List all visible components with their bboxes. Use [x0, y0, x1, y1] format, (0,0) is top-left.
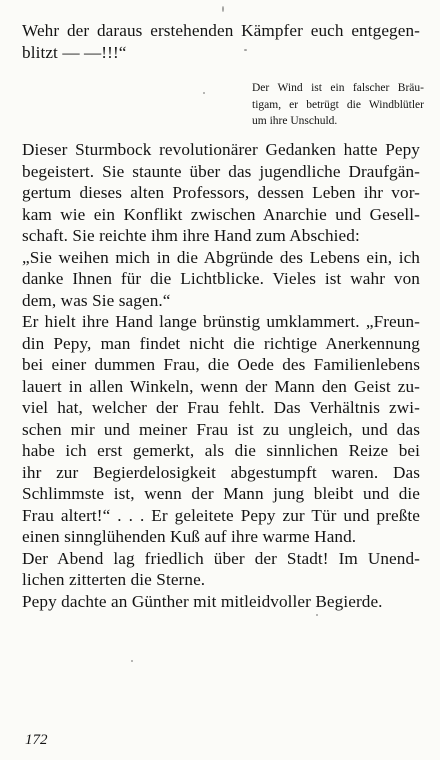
page-number: 172: [25, 732, 48, 748]
text-line: danke Ihnen für die Lichtblicke. Vieles ist wahr von: [22, 269, 420, 288]
print-speck: [244, 49, 247, 51]
text-line: einen sinnglühenden Kuß auf ihre warme Hand.: [22, 527, 357, 546]
text-line: lauert in allen Winkeln, wenn der Mann den Geist zu-: [22, 376, 420, 396]
text-line: din Pepy, man findet nicht die richtige Anerkennung: [22, 333, 420, 353]
text-line: gertum dieses alten Professors, dessen Leben ihr vor-: [22, 183, 420, 202]
text-line: bei einer dummen Frau, die Oede des Familienlebens: [22, 355, 420, 374]
text-line: Pepy dachte an Günther mit mitleidvoller Begierde.: [22, 591, 383, 611]
print-speck: [316, 614, 318, 616]
text-line: Schlimmste ist, wenn der Mann jung bleibt und die: [22, 484, 420, 503]
text-line: Wehr der daraus erstehenden Kämpfer euch entgegen-: [22, 21, 420, 40]
text-line: viel hat, welcher der Frau fehlt. Das Verhältnis zwi-: [22, 398, 420, 417]
text-line: lichen zitterten die Sterne.: [22, 570, 206, 589]
body-text: [22, 139, 420, 612]
print-speck: [203, 92, 205, 94]
quote-line: Der Wind ist ein falscher Bräu-: [252, 82, 424, 94]
text-line: habe ich erst gemerkt, als die sinnlichen Reize bei: [22, 441, 420, 460]
text-line: ihr zur Begierdelosigkeit abgestumpft waren. Das: [22, 462, 420, 482]
quote-line: um ihre Unschuld.: [252, 115, 338, 127]
text-line: Frau altert!“ . . . Er geleitete Pepy zur Tür und preßte: [22, 505, 420, 525]
text-line: Der Abend lag friedlich über der Stadt! Im Unend-: [22, 548, 420, 568]
text-line: schaft. Sie reichte ihm ihre Hand zum Abschied:: [22, 226, 360, 245]
text-line: „Sie weihen mich in die Abgründe des Lebens ein, ich: [22, 247, 420, 267]
text-line: Er hielt ihre Hand lange brünstig umklammert. „Freun-: [22, 312, 420, 331]
text-line: dem, was Sie sagen.“: [22, 290, 171, 310]
paragraph-continuation: [22, 20, 420, 63]
text-line: schen mir und meiner Frau ist zu ungleich, und das: [22, 419, 420, 439]
print-speck: [222, 6, 224, 12]
quote-line: tigam, er betrügt die Windblütler: [252, 98, 424, 111]
text-line: Dieser Sturmbock revolutionärer Gedanken hatte Pepy: [22, 140, 420, 159]
print-speck: [131, 660, 133, 662]
text-line: blitzt — —!!!“: [22, 42, 127, 62]
text-line: begeistert. Sie staunte über das jugendliche Draufgän-: [22, 161, 420, 181]
text-line: kam wie ein Konflikt zwischen Anarchie und Gesell-: [22, 204, 420, 224]
marginal-quote: [252, 80, 424, 130]
